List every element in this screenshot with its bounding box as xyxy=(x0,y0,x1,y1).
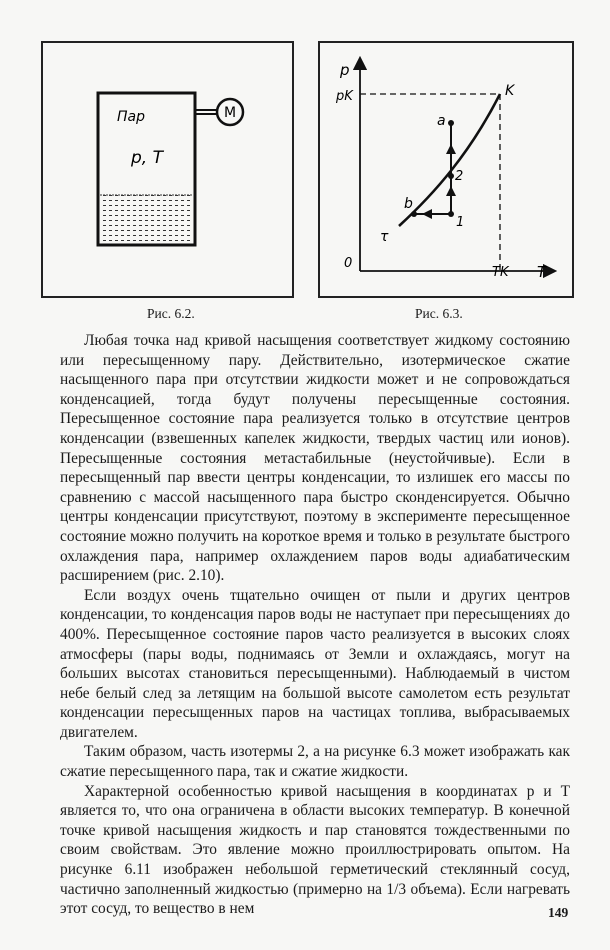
paragraph-2: Если воздух очень тщательно очищен от пыли и других центров конденсации, то конденсация паров воды не наступает при пересыщениях до 400%. Пересыщенное состояние паров часто реализуется в высоких слоях атмосферы (пары воды, поднимаясь от Земли и охлаждаясь, могут на больших высотах становиться пересыщенными). Наблюдаемый в чистом небе белый след за летящим на большой высоте самолетом есть результат конденсации пересыщенных паров на частицах топлива, выбрасываемых двигателем. xyxy=(60,586,570,741)
point-2 xyxy=(448,173,454,179)
paragraph-1: Любая точка над кривой насыщения соответствует жидкому состоянию или пересыщенному пару. Действительно, изотермическое сжатие насыщенного пара при отсутствии жидкости может и не сопровождаться конденсацией, тогда будут получены пересыщенные состояния. Пересыщенное состояние пара реализуется только в отсутствие центров конденсации (взвешенных капелек жидкости, твердых частиц или ионов). Пересыщенные состояния метастабильные (неустойчивые). Если в пересыщенный пар ввести центры конденсации, то излишек его массы по сравнению с массой насыщенного пара быстро сконденсируется. Обычно центры конденсации присутствуют, поэтому в эксперименте пересыщенное состояние можно получить на короткое время и только в результате быстрого охлаждения пара, например охлаждением паров воды адиабатическим расширением (рис. 2.10). xyxy=(60,332,570,585)
body-text xyxy=(60,331,570,919)
origin-label: 0 xyxy=(344,256,353,271)
point-2-label: 2 xyxy=(455,169,464,184)
point-tau-label: τ xyxy=(380,229,389,245)
vapor-label: Пар xyxy=(117,109,145,125)
point-1-label: 1 xyxy=(456,215,465,230)
point-a-label: a xyxy=(437,113,446,129)
point-b-label: b xyxy=(404,196,413,212)
figure-6-3 xyxy=(318,41,574,298)
page-number: 149 xyxy=(548,905,569,920)
point-1 xyxy=(448,211,454,217)
tk-label: TK xyxy=(492,265,509,280)
arrow-left-icon xyxy=(422,209,432,219)
point-a xyxy=(448,120,454,126)
figure-6-3-caption: Рис. 6.3. xyxy=(415,306,463,321)
saturation-curve-plot xyxy=(320,43,576,300)
vessel-diagram xyxy=(43,43,296,300)
paragraph-3: Таким образом, часть изотермы 2, a на рисунке 6.3 может изображать как сжатие пересыщенного пара, так и сжатие жидкости. xyxy=(60,743,570,781)
point-k-label: K xyxy=(505,83,515,99)
gauge-label: M xyxy=(223,105,237,121)
y-axis-label: p xyxy=(340,61,350,79)
saturation-curve xyxy=(399,94,500,226)
paragraph-4: Характерной особенностью кривой насыщения в координатах p и T является то, что она ограничена в области высоких температур. В конечной точке кривой насыщения жидкость и пар становятся тождественными по своим свойствам. Это явление можно проиллюстрировать опытом. На рисунке 6.11 изображен небольшой герметический стеклянный сосуд, частично заполненный жидкостью (примерно на 1/3 объема). Если нагревать этот сосуд, то вещество в нем xyxy=(60,782,570,918)
params-label: p, T xyxy=(131,148,163,168)
arrow-up-icon xyxy=(446,144,456,154)
pk-label: pK xyxy=(336,89,353,104)
liquid xyxy=(100,195,193,243)
x-axis-label: T xyxy=(537,263,547,281)
figure-6-2 xyxy=(41,41,294,298)
figure-6-2-caption: Рис. 6.2. xyxy=(147,306,195,321)
arrow-up-icon xyxy=(446,186,456,196)
